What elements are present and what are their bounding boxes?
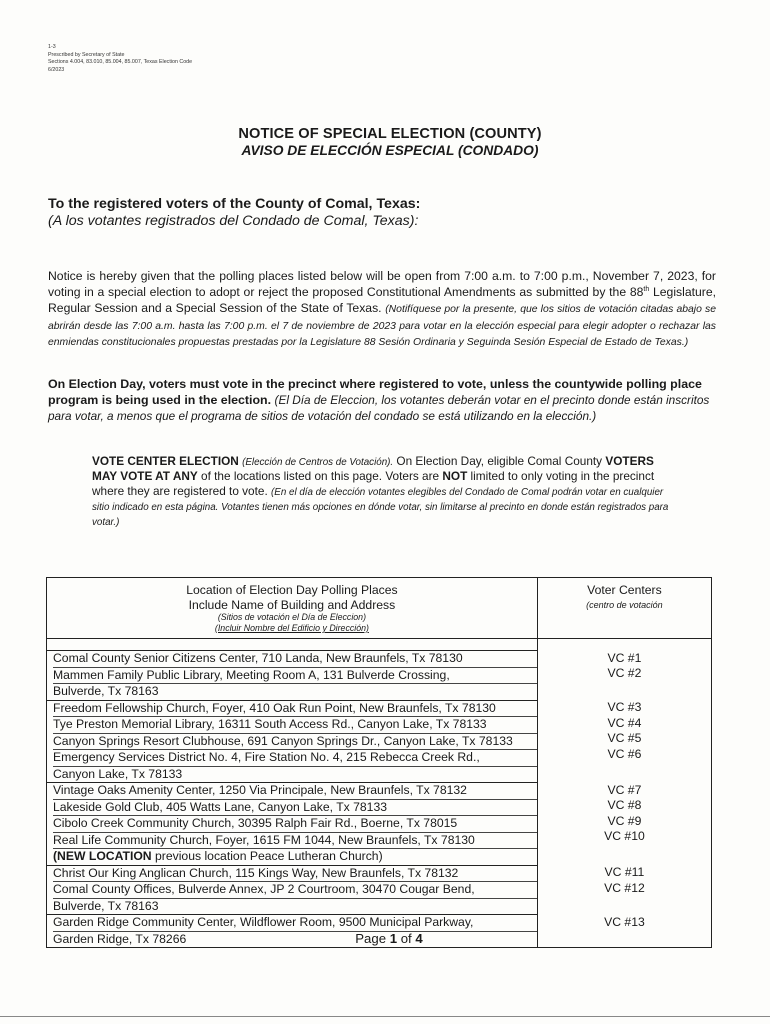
location-line: Real Life Community Church, Foyer, 1615 FM 1044, New Braunfels, Tx 78130 [53,833,537,850]
location-header-spanish-2: (Incluir Nombre del Edificio y Dirección) [214,623,369,633]
voter-center-id: VC #3 [607,700,642,714]
table-row [47,700,712,783]
voter-center-id: VC #4 [607,715,642,730]
vote-center-heading: VOTE CENTER ELECTION [92,454,239,468]
voter-center-id: VC #10 [604,829,645,843]
election-day-spanish: (El Día de Eleccion, los votantes deberán votar en el precinto donde están inscritos para votar, a menos que el programa de sitios de votación del condado se está utilizando en la elección.) [48,393,710,423]
page-mid: of [397,931,416,946]
location-line: Cibolo Creek Community Church, 30395 Ralph Fair Rd., Boerne, Tx 78015 [53,816,537,833]
notice-english-1: Notice is hereby given that the polling places listed below will be open from 7:00 a.m. to 7:00 p.m., November 7, 2023, for voting in a special election to adopt or reject the proposed Constitutional Amendments as submitted by the 88 [48,269,716,299]
location-line: Canyon Springs Resort Clubhouse, 691 Canyon Springs Dr., Canyon Lake, Tx 78133 [53,734,537,751]
table-row [47,651,712,701]
notice-english-2: Legislature, Regular Session and a Special Session of the State of Texas. [48,285,716,315]
vote-center-text-1: On Election Day, eligible Comal County [393,454,606,468]
notice-superscript: th [643,285,650,293]
new-location-detail: previous location Peace Lutheran Church) [151,849,383,863]
voter-center-id: VC #13 [604,914,645,929]
voter-center-cell [537,783,711,866]
election-code-sections: Sections 4.004, 83.010, 85.004, 85.007, Texas Election Code [48,59,193,66]
voter-center-cell [537,865,711,915]
voter-center-id: VC #6 [607,746,642,761]
location-line: Freedom Fellowship Church, Foyer, 410 Oak Run Point, New Braunfels, Tx 78130 [53,701,537,718]
location-line: Mammen Family Public Library, Meeting Room A, 131 Bulverde Crossing, [53,668,537,685]
new-location-label: (NEW LOCATION [53,849,152,863]
addressee [48,196,420,229]
location-line: Garden Ridge, Tx 78266 [53,931,187,946]
vote-center-heading-spanish: (Elección de Centros de Votación). [242,457,394,468]
election-day-english: On Election Day, voters must vote in the precinct where registered to vote, unless the countywide polling place program is being used in the election. [48,377,702,407]
polling-places-table [46,577,712,948]
location-line: Lakeside Gold Club, 405 Watts Lane, Canyon Lake, Tx 78133 [53,800,537,817]
location-line: Bulverde, Tx 78163 [53,898,159,913]
table-row [47,865,712,915]
table-row [47,783,712,866]
voter-center-id: VC #9 [607,813,642,828]
election-day-paragraph [48,376,716,424]
location-line: Bulverde, Tx 78163 [53,684,159,698]
location-cell [47,700,538,783]
vote-center-text-3: limited to only voting in the precinct where they are registered to vote. [92,469,655,498]
voter-centers-header: Voter Centers [587,583,662,597]
voter-centers-column-header [537,578,711,639]
form-date: 6/2023 [48,66,65,73]
location-line: Comal County Senior Citizens Center, 710 Landa, New Braunfels, Tx 78130 [53,651,537,668]
voter-centers-header-spanish: (centro de votación [586,599,663,610]
voter-center-cell [537,700,711,783]
voter-center-id: VC #12 [604,880,645,895]
voter-center-cell [537,651,711,701]
notice-spanish: (Notifíquese por la presente, que los sitios de votación citadas abajo se abrirán desde las 7:00 a.m. hasta las 7:00 p.m. el 7 de noviembre de 2023 para votar en la elección especial para elegir adopter o rechazar las enmiendas constitucionales propuestas prestadas por la Legislature 88 Sesión Ordinaria y Seguinda Sesión Especial de Estado de Texas.) [48,304,717,348]
vote-center-bold-1: VOTERS MAY VOTE AT ANY [92,454,654,483]
location-line: Tye Preston Memorial Library, 16311 South Access Rd., Canyon Lake, Tx 78133 [53,717,537,734]
prescribed-by: Prescribed by Secretary of State [48,51,125,58]
title-english: NOTICE OF SPECIAL ELECTION (COUNTY) [238,126,542,142]
location-line: Christ Our King Anglican Church, 115 Kings Way, New Braunfels, Tx 78132 [53,866,537,883]
page-prefix: Page [355,931,390,946]
location-line: Garden Ridge Community Center, Wildflower Room, 9500 Municipal Parkway, [53,915,537,932]
location-cell [47,865,538,915]
document-title [0,126,770,158]
location-line: Vintage Oaks Amenity Center, 1250 Via Principale, New Braunfels, Tx 78132 [53,783,537,800]
vote-center-text-2: of the locations listed on this page. Voters are [197,469,443,483]
location-header-line-2: Include Name of Building and Address [188,597,396,612]
form-header-meta [48,44,192,74]
new-location-note [53,849,537,865]
notice-paragraph [48,268,716,350]
form-code: 1-3 [48,44,56,50]
vote-center-bold-2: NOT [442,469,468,483]
voter-center-id: VC #1 [607,650,642,665]
scan-edge-divider [0,1016,770,1017]
location-header-line-1: Location of Election Day Polling Places [186,583,398,597]
voter-center-id: VC #7 [607,782,642,797]
location-column-header [47,578,538,639]
page-total: 4 [415,931,423,946]
addressee-spanish: (A los votantes registrados del Condado de Comal, Texas): [48,213,419,229]
voter-center-id: VC #11 [604,865,645,879]
vote-center-paragraph [92,454,674,529]
page-current: 1 [389,931,398,946]
vote-center-spanish: (En el día de elección votantes elegibles del Condado de Comal podrán votar en cualquier sitio indicado en esta página. Votantes tienen más opciones en dónde votar, sin limitarse al precinto en donde están registrados para votar.) [92,487,669,528]
voter-center-id: VC #5 [607,731,642,745]
voter-center-id: VC #2 [607,666,642,680]
addressee-english: To the registered voters of the County of Comal, Texas: [48,196,421,212]
page-number [4,931,770,946]
location-line: Emergency Services District No. 4, Fire Station No. 4, 215 Rebecca Creek Rd., [53,750,537,767]
location-line: Comal County Offices, Bulverde Annex, JP 2 Courtroom, 30470 Cougar Bend, [53,882,537,899]
location-cell [47,783,538,866]
location-line: Canyon Lake, Tx 78133 [53,766,183,781]
voter-center-id: VC #8 [607,798,642,812]
title-spanish: AVISO DE ELECCIÓN ESPECIAL (CONDADO) [241,143,539,158]
location-cell [47,651,538,701]
location-header-spanish-1: (Sitios de votación el Día de Eleccion) [217,612,366,622]
